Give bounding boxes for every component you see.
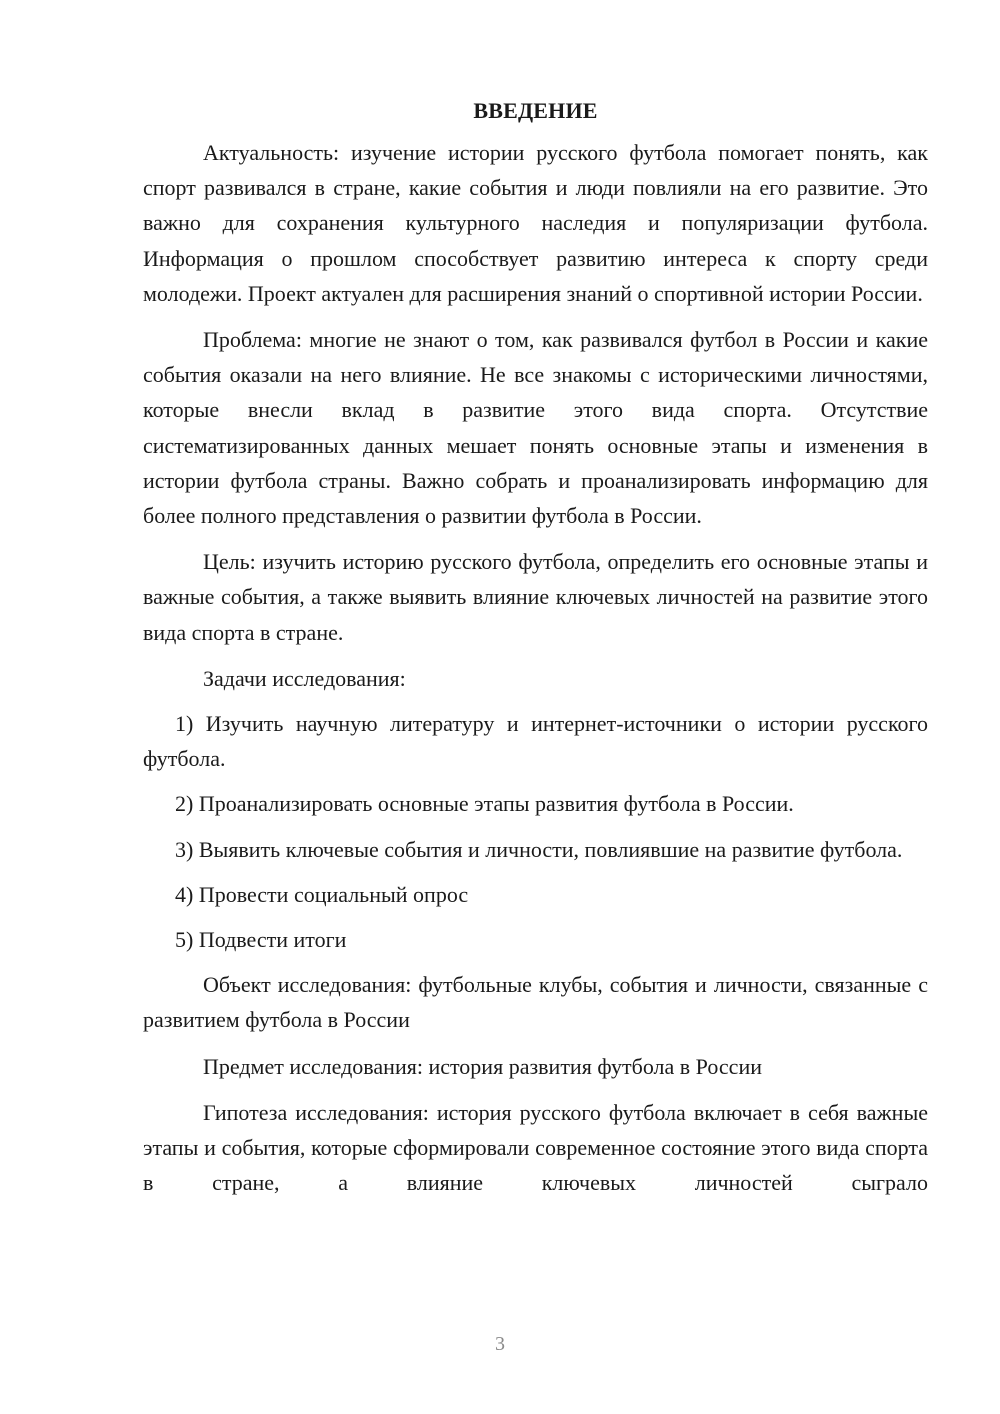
task-item-5: 5) Подвести итоги bbox=[175, 927, 347, 953]
task-item-2: 2) Проанализировать основные этапы развития футбола в России. bbox=[175, 791, 794, 817]
goal-paragraph: Цель: изучить историю русского футбола, определить его основные этапы и важные события, а также выявить влияние ключевых личностей на развитие этого вида спорта в стране. bbox=[143, 549, 928, 645]
problem-paragraph: Проблема: многие не знают о том, как развивался футбол в России и какие события оказали на него влияние. Не все знакомы с историческими личностями, которые внесли вклад в развитие этого вида спорта. Отсутствие систематизированных данных мешает понять основные этапы и изменения в истории футбола страны. Важно собрать и проанализировать информацию для более полного представления о развитии футбола в России. bbox=[143, 327, 928, 529]
object-paragraph: Объект исследования: футбольные клубы, события и личности, связанные с развитием футбола в России bbox=[143, 972, 928, 1033]
task-item-1: 1) Изучить научную литературу и интернет-источники о истории русского футбола. bbox=[143, 711, 928, 772]
tasks-heading: Задачи исследования: bbox=[203, 665, 406, 691]
document-page bbox=[143, 95, 928, 1211]
relevance-paragraph: Актуальность: изучение истории русского футбола помогает понять, как спорт развивался в стране, какие события и люди повлияли на его развитие. Это важно для сохранения культурного наследия и популяризации футбола. Информация о прошлом способствует развитию интереса к спорту среди молодежи. Проект актуален для расширения знаний о спортивной истории России. bbox=[143, 140, 928, 306]
task-item-3: 3) Выявить ключевые события и личности, повлиявшие на развитие футбола. bbox=[175, 836, 903, 862]
page-number: 3 bbox=[495, 1333, 505, 1355]
task-item-4: 4) Провести социальный опрос bbox=[175, 881, 469, 907]
hypothesis-paragraph: Гипотеза исследования: история русского футбола включает в себя важные этапы и события, которые сформировали современное состояние этого вида спорта в стране, а влияние ключевых личностей сыграло bbox=[143, 1099, 928, 1196]
section-title: ВВЕДЕНИЕ bbox=[473, 98, 598, 123]
subject-paragraph: Предмет исследования: история развития футбола в России bbox=[203, 1053, 762, 1079]
